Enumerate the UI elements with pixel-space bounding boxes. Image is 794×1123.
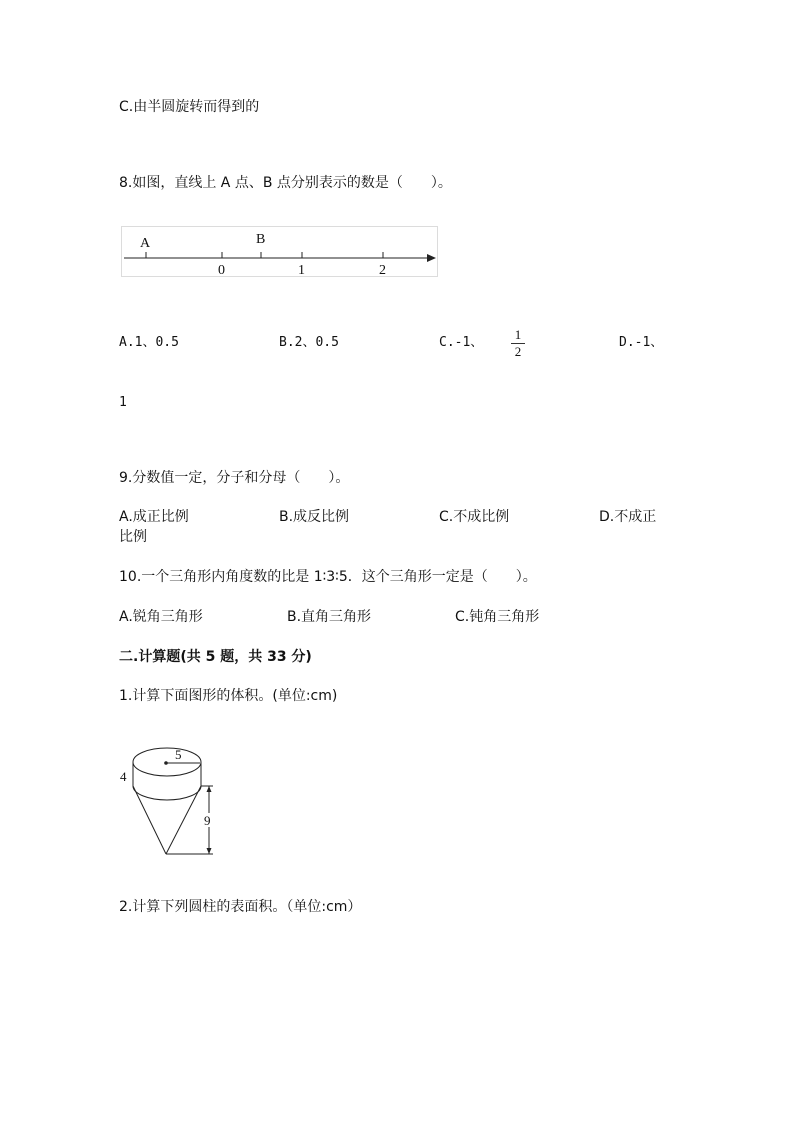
cone-height-label: 9 (204, 813, 211, 828)
dim-arrow-top (207, 786, 212, 792)
point-b-label: B (256, 232, 266, 247)
q9-option-b: B.成反比例 (279, 509, 350, 525)
calc1-question: 1.计算下面图形的体积。(单位:cm) (119, 688, 338, 704)
point-a-label: A (140, 236, 151, 251)
q8-option-a: A.1、0.5 (119, 335, 179, 350)
q9-option-d-continued: 比例 (119, 529, 147, 545)
calc2-question: 2.计算下列圆柱的表面积。（单位:cm） (119, 899, 362, 915)
cone-right-edge (166, 786, 201, 854)
cylinder-cone-figure (117, 736, 219, 858)
q8-option-c-fraction (511, 328, 525, 359)
q8-question: 8.如图，直线上 A 点、B 点分别表示的数是（ ）。 (119, 175, 452, 191)
q10-option-c: C.钝角三角形 (455, 609, 540, 625)
number-line-arrow (427, 254, 436, 262)
q7-option-c: C.由半圆旋转而得到的 (119, 99, 260, 115)
fraction-numerator: 1 (514, 327, 522, 342)
q9-option-d: D.不成正 (599, 509, 657, 525)
q9-question: 9.分数值一定，分子和分母（ ）。 (119, 470, 350, 486)
section-title: 二.计算题(共 5 题，共 33 分) (119, 649, 312, 665)
tick-label-1: 1 (298, 263, 305, 278)
q9-option-a: A.成正比例 (119, 509, 189, 525)
q8-option-d: D.-1、 (619, 335, 664, 350)
q8-option-c: C.-1、 (439, 335, 484, 350)
number-line-figure (121, 226, 439, 278)
q10-option-b: B.直角三角形 (287, 609, 372, 625)
q10-question: 10.一个三角形内角度数的比是 1∶3∶5．这个三角形一定是（ ）。 (119, 569, 537, 585)
number-line-frame (122, 227, 438, 277)
dim-arrow-bottom (207, 848, 212, 854)
cone-left-edge (133, 786, 166, 854)
q8-option-d-continued: 1 (119, 395, 127, 410)
tick-label-2: 2 (379, 263, 386, 278)
radius-label: 5 (175, 747, 182, 762)
q9-option-c: C.不成比例 (439, 509, 510, 525)
fraction-denominator: 2 (514, 344, 522, 359)
q10-option-a: A.锐角三角形 (119, 609, 203, 625)
cylinder-height-label: 4 (120, 769, 127, 784)
q8-option-b: B.2、0.5 (279, 335, 339, 350)
tick-label-0: 0 (218, 263, 225, 278)
cylinder-bottom-arc (133, 786, 201, 800)
